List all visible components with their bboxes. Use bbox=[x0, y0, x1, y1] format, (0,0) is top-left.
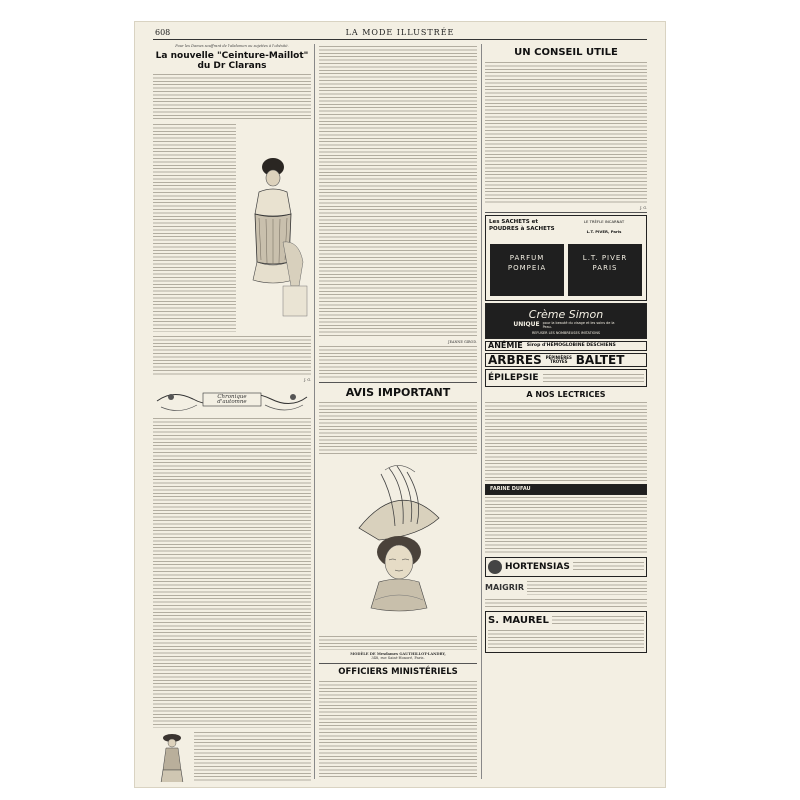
column-left bbox=[153, 44, 311, 782]
officiers-title: OFFICIERS MINISTÉRIELS bbox=[338, 666, 458, 677]
maurel-ad bbox=[485, 611, 647, 653]
article-text bbox=[153, 74, 311, 120]
article-text bbox=[194, 732, 311, 782]
farine-label: FARINE DUFAU bbox=[490, 486, 531, 493]
article-signature: J. G. bbox=[304, 378, 311, 383]
article-text bbox=[319, 346, 477, 380]
newspaper-page bbox=[135, 22, 665, 787]
article-text bbox=[319, 46, 477, 338]
divider bbox=[319, 663, 477, 664]
ad-text bbox=[527, 581, 647, 595]
ad-text bbox=[552, 616, 644, 626]
page-number: 608 bbox=[155, 28, 171, 37]
header-rule bbox=[153, 39, 647, 40]
article-title: La nouvelle "Ceinture-Maillot" du Dr Clarans bbox=[155, 51, 309, 72]
pepinieres-label: PÉPINIÈRES TROYES bbox=[545, 355, 572, 365]
article-text bbox=[485, 497, 647, 555]
conseil-title: UN CONSEIL UTILE bbox=[514, 47, 618, 58]
anemie-label: ANÉMIE bbox=[488, 340, 523, 350]
article-text bbox=[485, 62, 647, 204]
hortensias-ad bbox=[485, 557, 647, 577]
hortensias-label: HORTENSIAS bbox=[505, 561, 570, 572]
trefle-label: LE TRÈFLE INCARNAT bbox=[583, 219, 625, 225]
article-signature: JEANNE GIROD. bbox=[448, 340, 477, 344]
article-text bbox=[319, 402, 477, 456]
arbres-ad bbox=[485, 353, 647, 367]
walking-dress-figure bbox=[153, 730, 191, 782]
column-divider bbox=[481, 44, 482, 779]
corset-figure bbox=[239, 122, 311, 334]
unique-label: UNIQUE bbox=[513, 321, 540, 329]
sachets-label: Les SACHETS et POUDRES à SACHETS bbox=[489, 219, 555, 233]
maigrir-ad bbox=[485, 579, 647, 597]
unique-subtext: pour la beauté du visage et les soins de la Peau. bbox=[542, 321, 615, 330]
article-text bbox=[153, 418, 311, 728]
hat-figure bbox=[319, 458, 477, 634]
ad-text bbox=[543, 374, 644, 382]
farine-ad bbox=[485, 484, 647, 494]
maigrir-label: MAIGRIR bbox=[485, 582, 524, 592]
lt-piver-panel bbox=[568, 244, 642, 296]
arbres-label: ARBRES bbox=[488, 353, 542, 368]
ad-text bbox=[488, 630, 644, 648]
pompeia-label: POMPEIA bbox=[507, 264, 547, 273]
piver-label: L.T. PIVER, Paris bbox=[586, 229, 622, 235]
refuser-label: REFUSER LES NOMBREUSES IMITATIONS bbox=[531, 330, 601, 335]
pompeia-panel bbox=[490, 244, 564, 296]
chronique-banner bbox=[153, 385, 311, 415]
column-divider bbox=[314, 44, 315, 779]
article-text bbox=[319, 681, 477, 777]
figure-caption-address: 348, rue Saint-Honoré, Paris. bbox=[371, 656, 425, 661]
baltet-label: BALTET bbox=[575, 353, 625, 368]
parfum-label: PARFUM bbox=[509, 254, 545, 263]
article-text bbox=[485, 599, 647, 609]
divider bbox=[319, 382, 477, 383]
epilepsie-label: ÉPILEPSIE bbox=[488, 373, 539, 384]
lectrices-title: A NOS LECTRICES bbox=[526, 390, 606, 400]
hemoglobine-label: Sirop d'HÉMOGLOBINE DESCHIENS bbox=[526, 342, 616, 348]
column-right bbox=[485, 44, 647, 782]
article-intro: Pour les Dames souffrant de l'abdomen ou sujettes à l'obésité. bbox=[175, 44, 289, 48]
lt-piver-label: L.T. PIVER bbox=[582, 254, 628, 263]
chronique-title: Chronique d'automne bbox=[217, 394, 247, 405]
creme-simon-label: Crème Simon bbox=[528, 308, 604, 322]
piver-ad bbox=[485, 215, 647, 301]
column-middle bbox=[319, 44, 477, 782]
flower-icon bbox=[488, 560, 502, 574]
paris-label: PARIS bbox=[592, 264, 618, 273]
creme-simon-ad bbox=[485, 303, 647, 339]
ad-text bbox=[573, 562, 644, 572]
figure-caption-model: MODÈLE DE Mesdames GAUTHILLOT-LANDRY, bbox=[350, 652, 446, 657]
figure-caption-text bbox=[319, 636, 477, 650]
anemie-ad bbox=[485, 341, 647, 351]
article-signature: J. G. bbox=[640, 206, 647, 210]
avis-title: AVIS IMPORTANT bbox=[345, 386, 451, 400]
epilepsie-ad bbox=[485, 369, 647, 387]
masthead-title: LA MODE ILLUSTRÉE bbox=[345, 28, 455, 37]
divider bbox=[485, 212, 647, 213]
article-text bbox=[153, 124, 236, 332]
maurel-label: S. MAUREL bbox=[488, 614, 549, 626]
article-text bbox=[153, 336, 311, 376]
article-text bbox=[485, 402, 647, 482]
